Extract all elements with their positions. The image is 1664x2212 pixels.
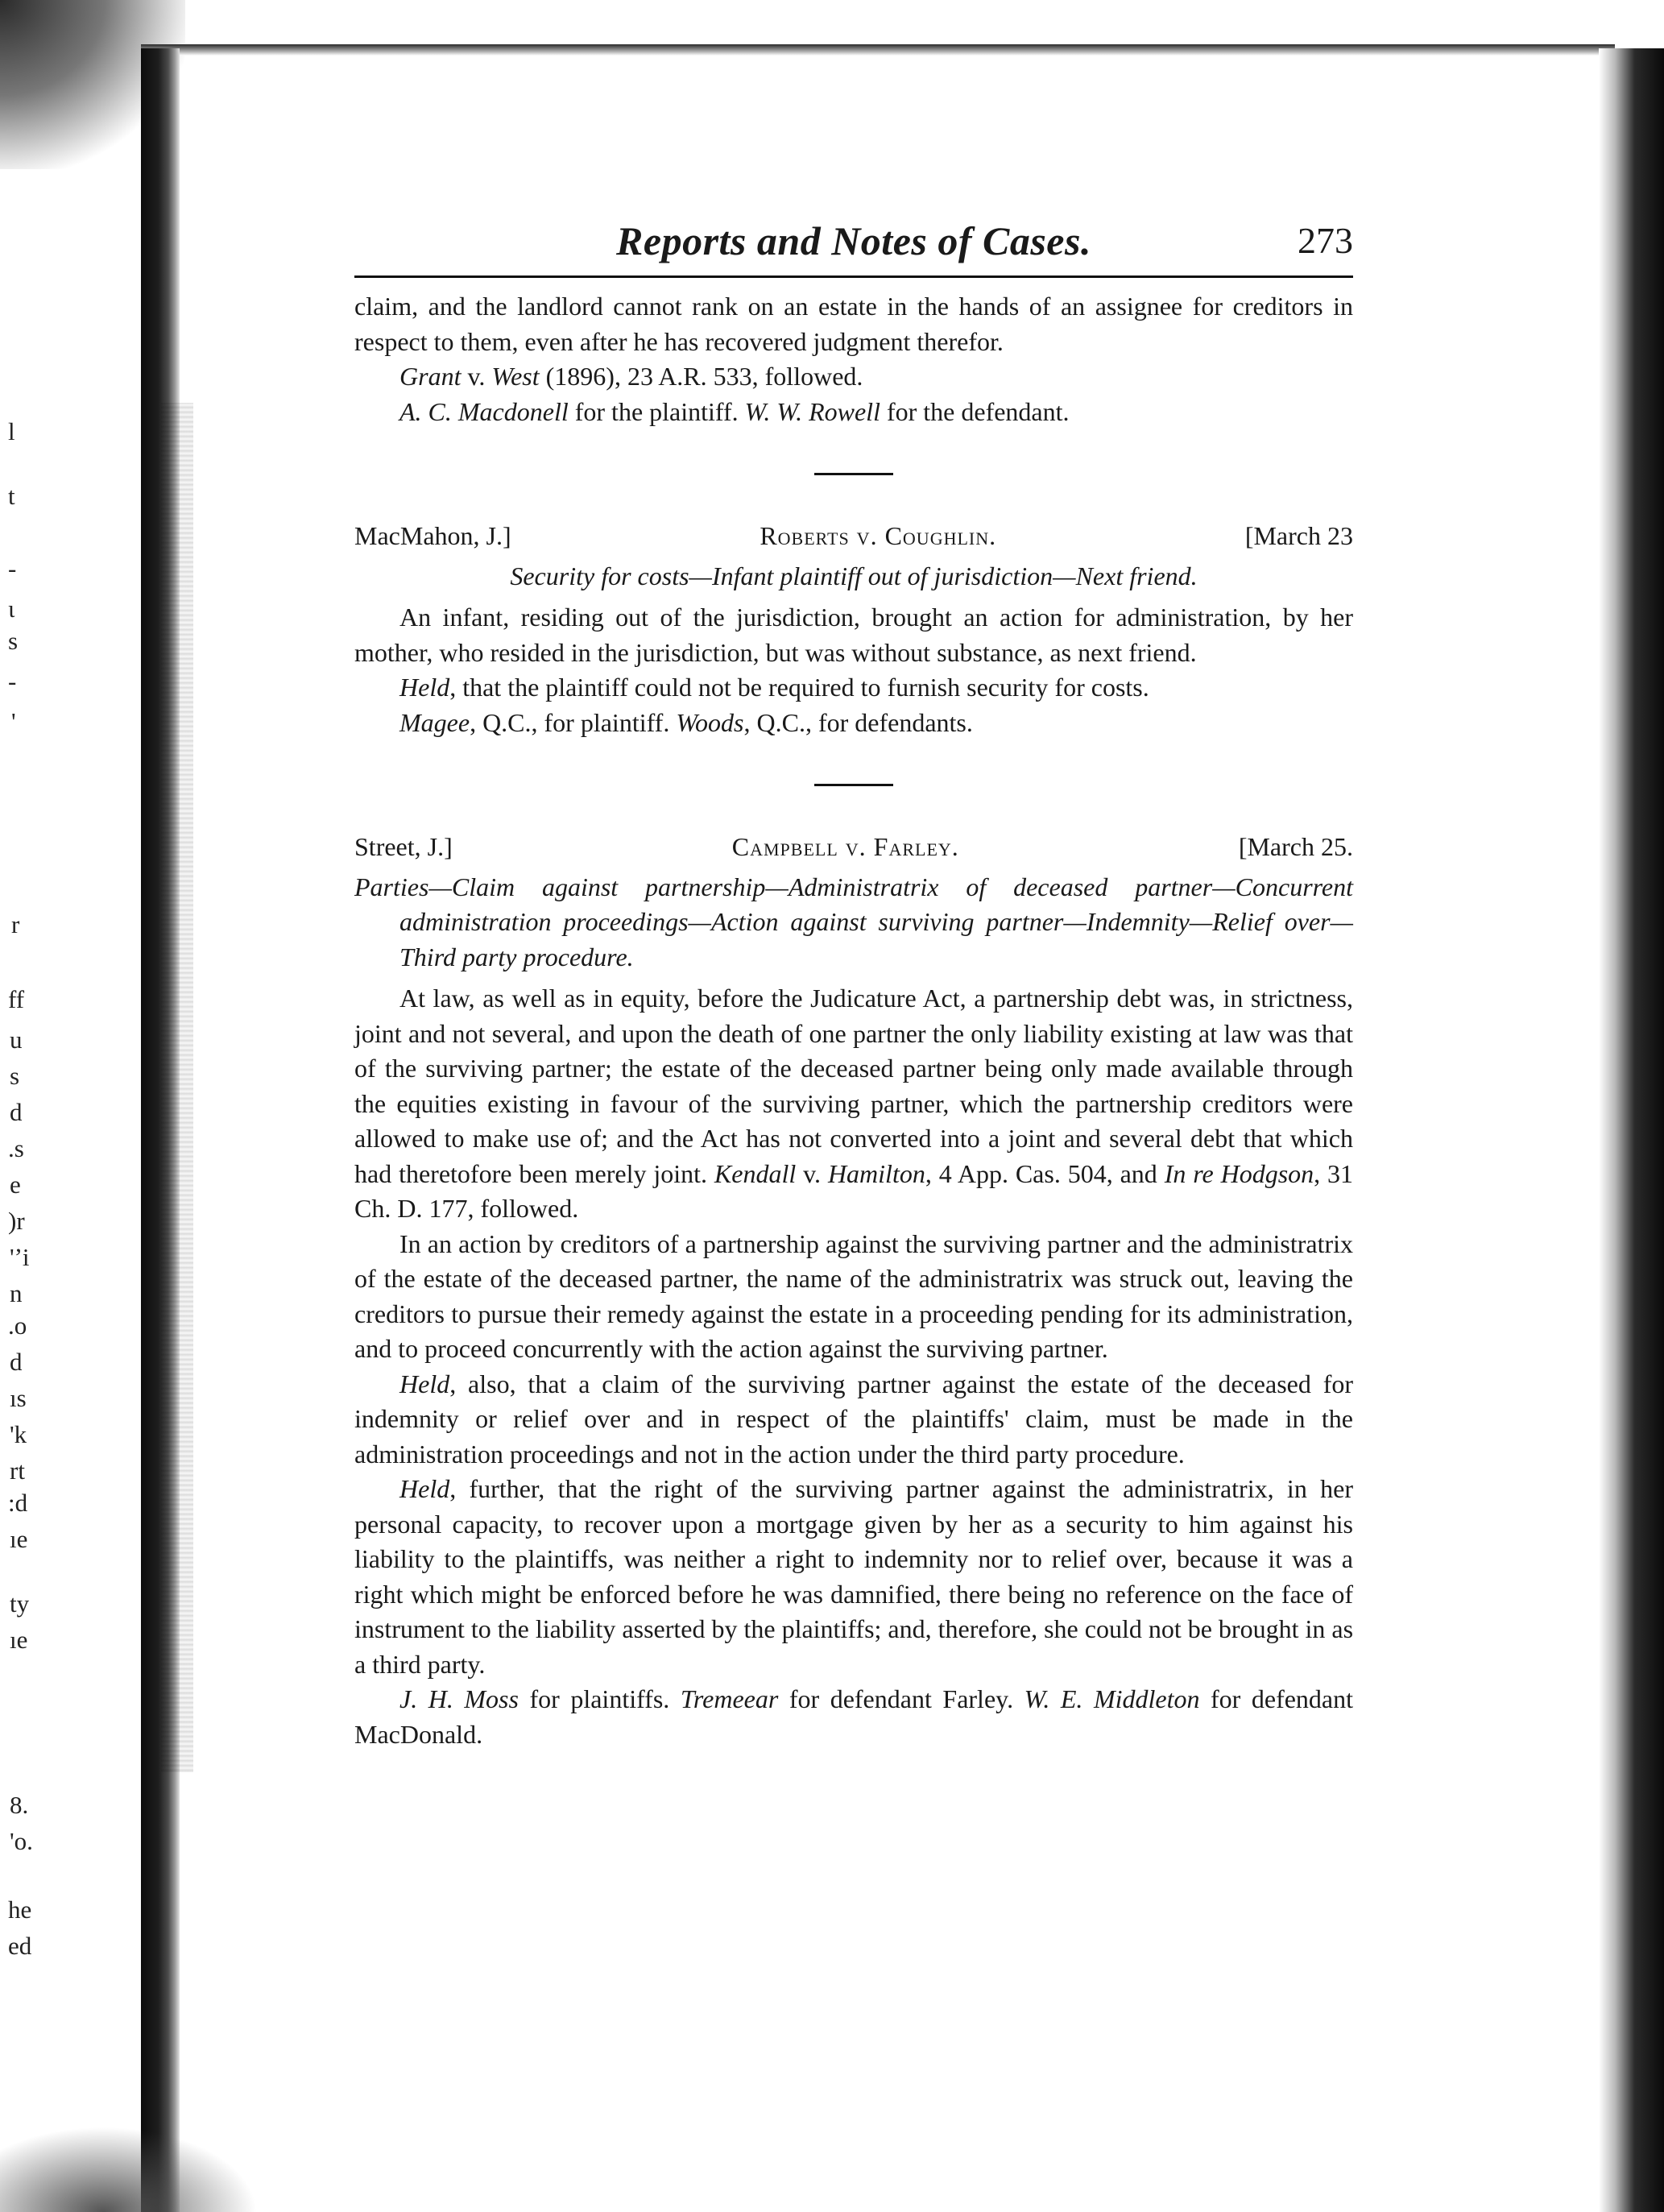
case-name: Hamilton [827,1158,925,1188]
versus: v. [461,362,492,391]
case-campbell-farley [354,830,1353,1752]
section-separator [814,784,893,786]
counsel-name: W. E. Middleton [1024,1684,1200,1713]
counsel-role: , Q.C., for plaintiff. [470,707,677,737]
citation-line [354,359,1353,395]
holding-text: , further, that the right of the surviving partner against the administratrix, in her personal capacity, to recover upon a mortgage given by her as a security to him against his liability to the plaintiffs, was neither a right to indemnity nor to relief over, because it was a right which might be enforced before he was damnified, there being no reference on the face of instrument to the liability asserted by the plaintiffs; and, therefore, she could not be brought in as a third party. [354,1474,1354,1679]
margin-fragment: 'o. [10,1827,33,1855]
margin-fragment: ' [11,707,16,735]
case-heading [354,830,1353,865]
margin-fragment: s [8,627,19,655]
holding-text: , also, that a claim of the surviving partner against the estate of the deceased for indemnity or relief over and in respect of the plaintiffs' claim, must be made in the administration proceedings and not in the action under the third party procedure. [354,1369,1353,1468]
margin-fragment: .o [8,1311,27,1340]
margin-fragment: 'ʼi [10,1243,30,1271]
margin-fragment: - [8,554,17,582]
page-number: 273 [1298,220,1353,261]
law-paragraph [354,981,1353,1227]
scan-binding-texture [161,403,193,1772]
counsel-role: for the plaintiff. [568,396,745,426]
margin-fragment: l [8,417,15,445]
margin-fragment: :d [8,1489,28,1517]
judge: Street, J.] [354,832,453,861]
law-text: At law, as well as in equity, before the Judicature Act, a partnership debt was, in strictness, joint and not several, and upon the death of one partner the only liability existing at law was that of the surviving partner; the estate of the deceased partner being only made available through the equities existing in favour of the surviving partner, which the partnership creditors were allowed to make use of; and the Act has not converted into a joint and several debt that which had theretofore been merely joint. [354,984,1353,1188]
margin-fragment: d [10,1098,23,1126]
running-head: Reports and Notes of Cases. [616,218,1091,263]
case-body [354,600,1353,740]
margin-fragment: s [10,1062,20,1090]
catchwords: Parties—Claim against partnership—Administratrix of deceased partner—Concurrent administration proceedings—Action against surviving partner—Indemnity—Relief over—Third party procedure. [354,872,1353,971]
holding-paragraph [354,1367,1353,1473]
margin-fragment: r [11,910,20,938]
case-date: [March 25. [1238,832,1353,861]
counsel-role: for defendant Farley. [778,1684,1024,1713]
judge: MacMahon, J.] [354,521,511,550]
case-name: Kendall [714,1158,797,1188]
holding-paragraph [354,1472,1353,1682]
facing-page-margin [0,0,129,2212]
holding-text: , that the plaintiff could not be required to furnish security for costs. [449,673,1149,702]
scan-page-edge-right [1599,48,1664,2212]
counsel-name: A. C. Macdonell [399,396,569,426]
held-word: Held [399,1474,450,1503]
margin-fragment: d [10,1348,23,1376]
margin-fragment: 8. [10,1791,29,1819]
margin-fragment: )r [8,1207,25,1235]
margin-fragment: ıe [10,1525,28,1553]
counsel-name: W. W. Rowell [744,396,880,426]
margin-fragment: t [8,482,15,510]
margin-fragment: ty [10,1589,30,1618]
margin-fragment: rt [10,1456,25,1485]
case-heading [354,519,1353,554]
margin-fragment: ff [8,985,25,1013]
margin-fragment: ɩ [8,594,15,623]
citation-text: , 31 Ch. D. 177, followed. [354,1158,1354,1223]
catchwords: Security for costs—Infant plaintiff out of jurisdiction—Next friend. [510,561,1198,590]
action-paragraph: In an action by creditors of a partnership against the surviving partner and the administratrix of the estate of the deceased partner, the name of the administratrix was struck out, leaving the creditors to pursue their remedy against the estate in a proceeding pending for its administration, and to proceed concurrently with the action against the surviving partner. [354,1228,1353,1363]
margin-fragment: n [10,1279,23,1307]
case-title: Roberts v. Coughlin. [760,521,997,550]
margin-fragment: e [10,1170,21,1199]
page-content [354,217,1353,1752]
continued-case [354,289,1353,429]
section-separator [814,473,893,475]
case-title: Campbell v. Farley. [731,832,959,861]
margin-fragment: ıe [10,1626,28,1654]
counsel-line [354,706,1353,741]
counsel-line [354,1682,1353,1752]
citation-text: , 4 App. Cas. 504, and [925,1158,1165,1188]
holding-paragraph [354,670,1353,706]
counsel-name: Woods [676,707,744,737]
page-header [354,217,1353,269]
margin-fragment: u [10,1025,23,1054]
case-roberts-coughlin [354,519,1353,740]
counsel-name: J. H. Moss [399,1684,519,1713]
citation-text: (1896), 23 A.R. 533, followed. [539,362,863,391]
counsel-name: Magee [399,707,470,737]
case-body [354,981,1353,1752]
counsel-line [354,395,1353,430]
case-date: [March 23 [1244,521,1353,550]
held-word: Held [399,1369,450,1398]
facts-paragraph: An infant, residing out of the jurisdiction, brought an action for administration, by her mother, who resided in the jurisdiction, but was without substance, as next friend. [354,603,1353,667]
continued-paragraph: claim, and the landlord cannot rank on an estate in the hands of an assignee for creditors in respect to them, even after he has recovered judgment therefor. [354,292,1353,356]
counsel-role: for the defendant. [880,396,1070,426]
margin-fragment: ıs [10,1384,27,1412]
case-name: West [491,362,540,391]
margin-fragment: ed [8,1932,32,1960]
counsel-role: for defendant MacDonald. [354,1684,1354,1749]
margin-fragment: .s [8,1134,24,1162]
held-word: Held [399,673,450,702]
case-name: In re Hodgson [1164,1158,1314,1188]
counsel-name: Tremeear [680,1684,779,1713]
case-name: Grant [399,362,462,391]
versus: v. [796,1158,828,1188]
counsel-role: , Q.C., for defendants. [743,707,973,737]
margin-fragment: he [8,1895,32,1924]
counsel-role: for plaintiffs. [518,1684,681,1713]
margin-fragment: 'k [10,1420,27,1448]
scan-page-edge-top [141,44,1615,56]
margin-fragment: - [8,667,17,695]
header-rule [354,275,1353,278]
